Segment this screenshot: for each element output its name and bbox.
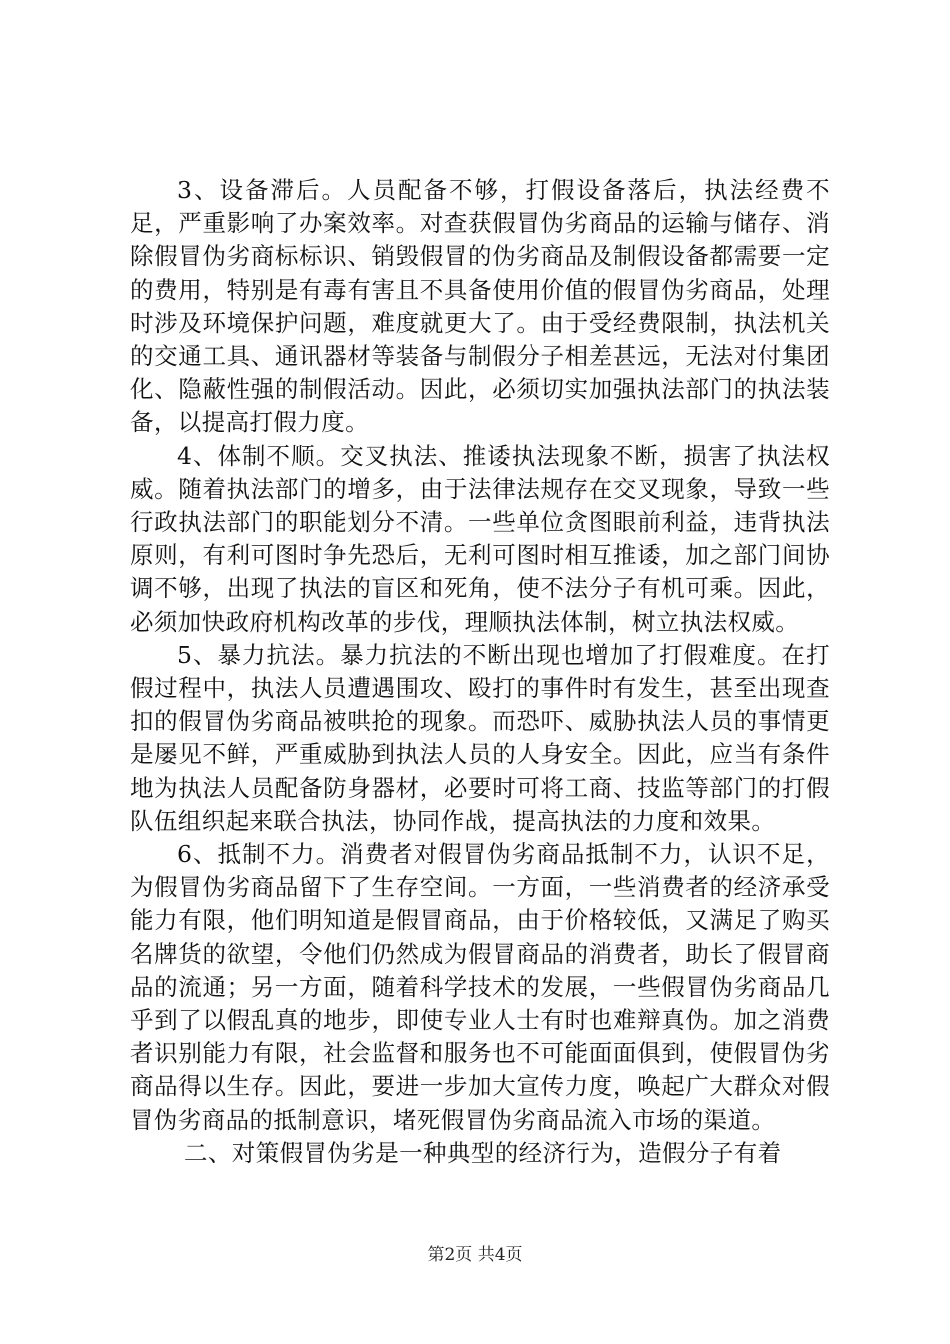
document-body [130, 174, 830, 1170]
paragraph-countermeasures: 二、对策假冒伪劣是一种典型的经济行为，造假分子有着 [184, 1138, 782, 1167]
paragraph-violent-resistance: 5、暴力抗法。暴力抗法的不断出现也增加了打假难度。在打假过程中，执法人员遭遇围攻、殴打的事件时有发生，甚至出现查扣的假冒伪劣商品被哄抢的现象。而恐吓、威胁执法人员的事情更是屡见不鲜，严重威胁到执法人员的人身安全。因此，应当有条件地为执法人员配备防身器材，必要时可将工商、技监等部门的打假队伍组织起来联合执法，协同作战，提高执法的力度和效果。 [130, 640, 830, 835]
paragraph-weak-resistance: 6、抵制不力。消费者对假冒伪劣商品抵制不力，认识不足，为假冒伪劣商品留下了生存空间。一方面，一些消费者的经济承受能力有限，他们明知道是假冒商品，由于价格较低，又满足了购买名牌货的欲望，令他们仍然成为假冒商品的消费者，助长了假冒商品的流通；另一方面，随着科学技术的发展，一些假冒伪劣商品几乎到了以假乱真的地步，即使专业人士有时也难辩真伪。加之消费者识别能力有限，社会监督和服务也不可能面面俱到，使假冒伪劣商品得以生存。因此，要进一步加大宣传力度，唤起广大群众对假冒伪劣商品的抵制意识，堵死假冒伪劣商品流入市场的渠道。 [130, 840, 830, 1134]
paragraph-system-issues: 4、体制不顺。交叉执法、推诿执法现象不断，损害了执法权威。随着执法部门的增多，由于法律法规存在交叉现象，导致一些行政执法部门的职能划分不清。一些单位贪图眼前利益，违背执法原则，有利可图时争先恐后，无利可图时相互推诿，加之部门间协调不够，出现了执法的盲区和死角，使不法分子有机可乘。因此，必须加快政府机构改革的步伐，理顺执法体制，树立执法权威。 [130, 441, 830, 636]
paragraph-equipment-lag: 3、设备滞后。人员配备不够，打假设备落后，执法经费不足，严重影响了办案效率。对查获假冒伪劣商品的运输与储存、消除假冒伪劣商标标识、销毁假冒的伪劣商品及制假设备都需要一定的费用，特别是有毒有害且不具备使用价值的假冒伪劣商品，处理时涉及环境保护问题，难度就更大了。由于受经费限制，执法机关的交通工具、通讯器材等装备与制假分子相差甚远，无法对付集团化、隐蔽性强的制假活动。因此，必须切实加强执法部门的执法装备，以提高打假力度。 [130, 176, 830, 437]
page-footer: 第2页 共4页 [427, 1245, 523, 1265]
